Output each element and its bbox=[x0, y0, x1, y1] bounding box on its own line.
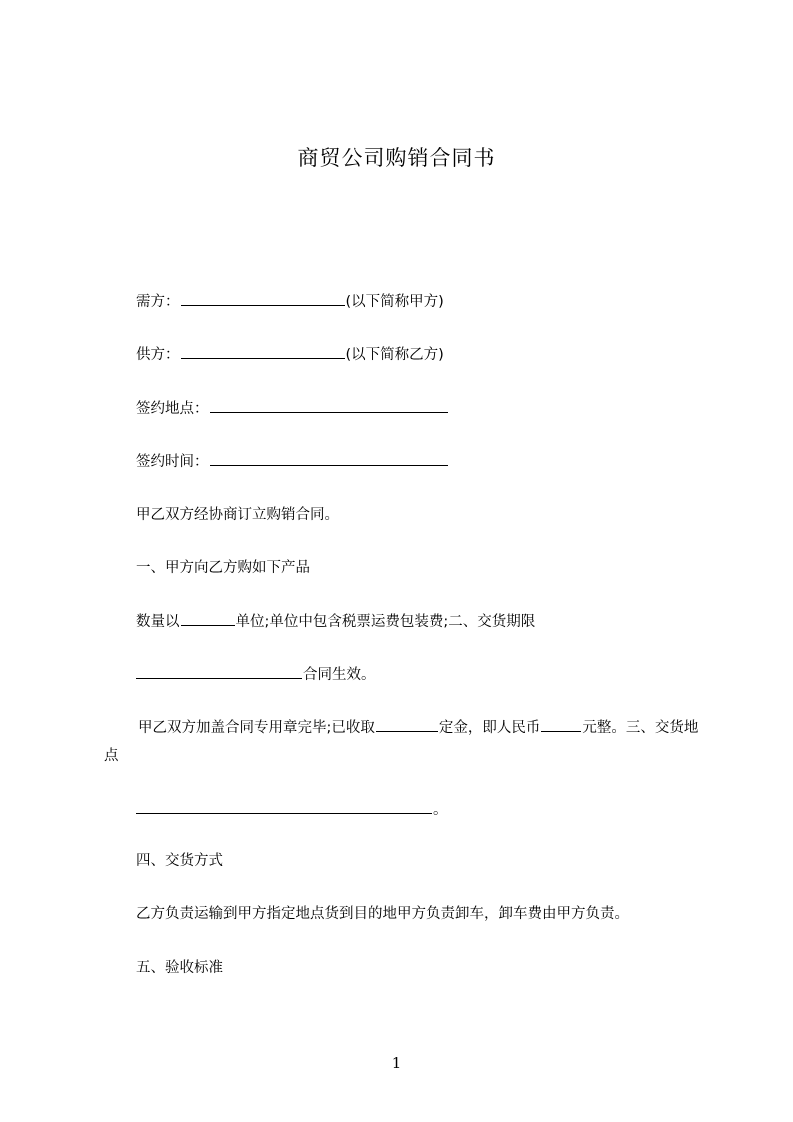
quantity-suffix: 单位;单位中包含税票运费包装费;二、交货期限 bbox=[235, 614, 536, 630]
seller-label: 供方： bbox=[136, 347, 180, 363]
effect-suffix: 合同生效。 bbox=[303, 667, 376, 683]
quantity-blank[interactable] bbox=[181, 611, 235, 626]
seal-text-2: 定金，即人民币 bbox=[438, 720, 541, 736]
signing-place-blank[interactable] bbox=[210, 398, 448, 413]
seller-suffix: (以下简称乙方) bbox=[345, 347, 444, 363]
delivery-place-line bbox=[136, 799, 448, 820]
seal-paragraph bbox=[104, 714, 704, 770]
signing-time-blank[interactable] bbox=[210, 451, 448, 466]
delivery-place-blank[interactable] bbox=[136, 799, 432, 814]
deposit-blank[interactable] bbox=[376, 717, 438, 732]
intro-paragraph: 甲乙双方经协商订立购销合同。 bbox=[136, 507, 339, 523]
signing-time-label: 签约时间： bbox=[136, 454, 209, 470]
page-number: 1 bbox=[391, 1054, 402, 1072]
buyer-blank[interactable] bbox=[181, 291, 345, 306]
quantity-prefix: 数量以 bbox=[136, 614, 180, 630]
seller-blank[interactable] bbox=[181, 344, 345, 359]
effect-line bbox=[136, 664, 376, 685]
signing-place-label: 签约地点： bbox=[136, 401, 209, 417]
seller-line bbox=[136, 344, 444, 365]
rmb-amount-blank[interactable] bbox=[541, 717, 581, 732]
section-4-heading: 四、交货方式 bbox=[136, 853, 223, 869]
signing-time-line bbox=[136, 451, 449, 472]
effect-blank[interactable] bbox=[136, 664, 302, 679]
section-1-heading: 一、甲方向乙方购如下产品 bbox=[136, 560, 310, 576]
seal-text-1: 甲乙双方加盖合同专用章完毕;已收取 bbox=[138, 720, 375, 736]
document-title: 商贸公司购销合同书 bbox=[297, 146, 496, 170]
buyer-suffix: (以下简称甲方) bbox=[345, 294, 444, 310]
section-5-heading: 五、验收标准 bbox=[136, 960, 223, 976]
buyer-line bbox=[136, 291, 444, 312]
quantity-line bbox=[136, 611, 535, 632]
delivery-method-text: 乙方负责运输到甲方指定地点货到目的地甲方负责卸车，卸车费由甲方负责。 bbox=[136, 906, 629, 922]
delivery-place-period: 。 bbox=[433, 802, 448, 818]
signing-place-line bbox=[136, 398, 449, 419]
seal-text-3: 元整。三、交货地点 bbox=[104, 720, 699, 764]
buyer-label: 需方： bbox=[136, 294, 180, 310]
